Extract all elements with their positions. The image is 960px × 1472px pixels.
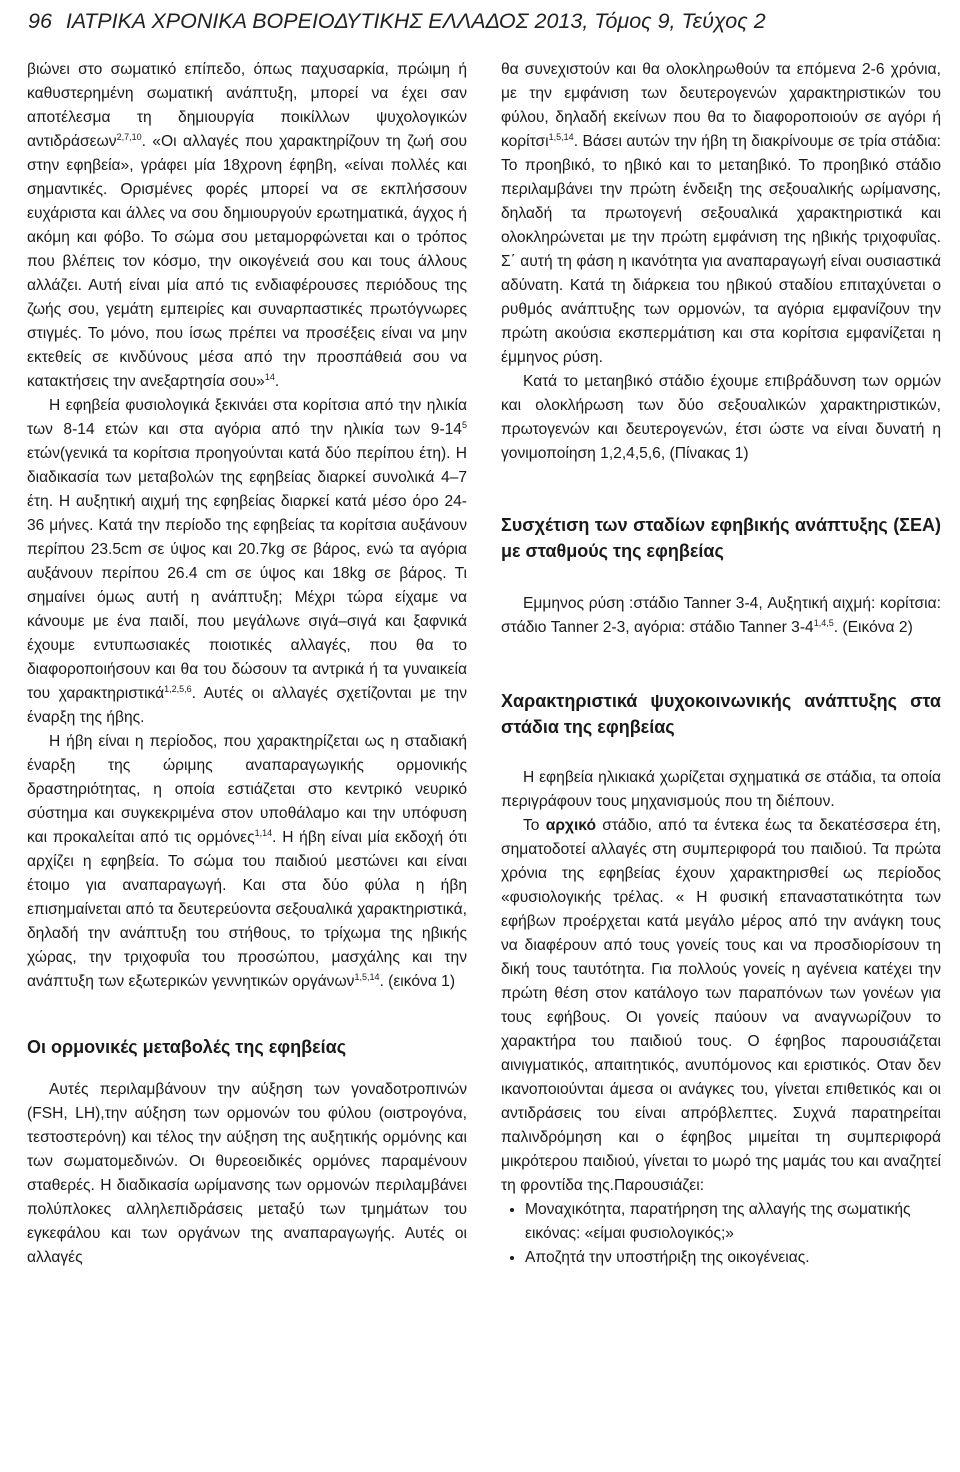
section-heading: Οι ορμονικές μεταβολές της εφηβείας <box>27 1037 347 1057</box>
list-item: • Μοναχικότητα, παρατήρηση της αλλαγής της σωματικής εικόνας: «είμαι φυσιολογικός;» <box>525 1198 941 1246</box>
list-item: • Αποζητά την υποστήριξη της οικογένειας. <box>525 1246 941 1270</box>
left-column <box>27 58 467 1270</box>
page-number: 96 <box>28 8 52 33</box>
paragraph: βιώνει στο σωματικό επίπεδο, όπως παχυσαρκία, πρώιμη ή καθυστερημένη σωματική ανάπτυξη, μπορεί να έχει σαν αποτέλεσμα τη δημιουργία ποικίλλων ψυχολογικών αντιδράσεων$^{2,7,10}$. «Οι αλλαγές που χαρακτηρίζουν τη ζωή σου στην εφηβεία», γράφει μία 18χρονη έφηβη, «είναι πολλές και σημαντικές. Ορισμένες φορές μπορεί να σε εκπλήσσουν ευχάριστα και άλλες να σου δημιουργούν ερωτηματικά, άγχος ή ακόμη και φόβο. Το σώμα σου μεταμορφώνεται και ο τρόπος που βλέπεις τον κόσμο, την οικογένειά σου και τους άλλους αλλάζει. Αυτή είναι μία από τις ενδιαφέρουσες περιόδους της ζωής σου, γεμάτη εμπειρίες και συναρπαστικές πρωτόγνωρες στιγμές. Το μόνο, που ίσως πρέπει να προσέξεις είναι να μην εκτεθείς σε κινδύνους μέσα από την προσπάθειά σου να κατακτήσεις την ανεξαρτησία σου»$^{14}$. <box>27 61 467 390</box>
paragraph: Η ήβη είναι η περίοδος, που χαρακτηρίζεται ως η σταδιακή έναρξη της ώριμης αναπαραγωγικής ορμονικής δραστηριότητας, η οποία εστιάζεται στο κεντρικό νευρικό σύστημα και συγκεκριμένα στον υποθάλαμο και την υπόφυση και προκαλείται από τις ορμόνες$^{1,14}$. Η ήβη είναι μία εκδοχή ότι αρχίζει η εφηβεία. Το σώμα του παιδιού μεστώνει και είναι έτοιμο για αναπαραγωγή. Και στα δύο φύλα η ήβη επισημαίνεται από τα δευτερεύοντα σεξουαλικά χαρακτηριστικά, δηλαδή την ανάπτυξη του στήθους, το τρίχωμα της ηβικής χώρας, την τριχοφυΐα του προσώπου, μασχάλης και την ανάπτυξη των εξωτερικών γεννητικών οργάνων$^{1,5,14}$. (εικόνα 1) <box>27 733 467 990</box>
section-heading: Συσχέτιση των σταδίων εφηβικής ανάπτυξης (ΣΕΑ) με σταθμούς της εφηβείας <box>501 515 941 561</box>
section-heading: Χαρακτηριστικά ψυχοκοινωνικής ανάπτυξης στα στάδια της εφηβείας <box>501 691 941 737</box>
paragraph: Κατά το μεταηβικό στάδιο έχουμε επιβράδυνση των ορμών και ολοκλήρωση των δύο σεξουαλικών χαρακτηριστικών, πρωτογενών και δευτερογενών, έτσι ώστε να είναι δυνατή η γονιμοποίηση 1,2,4,5,6, (Πίνακας 1) <box>501 373 941 462</box>
running-header <box>28 4 948 38</box>
paragraph: Εμμηνος ρύση :στάδιο Tanner 3-4, Αυξητική αιχμή: κορίτσια: στάδιο Tanner 2-3, αγόρια: στάδιο Tanner 3-4$^{1,4,5}$. (Εικόνα 2) <box>501 595 941 636</box>
paragraph: Η εφηβεία φυσιολογικά ξεκινάει στα κορίτσια από την ηλικία των 8-14 ετών και στα αγόρια από την ηλικία των $9-14^5$ ετών(γενικά τα κορίτσια προηγούνται κατά δύο περίπου έτη). Η διαδικασία των μεταβολών της εφηβείας διαρκεί συνολικά 4–7 έτη. Η αυξητική αιχμή της εφηβείας διαρκεί κατά μέσο όρο 24-36 μήνες. Κατά την περίοδο της εφηβείας τα κορίτσια αυξάνουν περίπου 23.5cm σε ύψος και 20.7kg σε βάρος, ενώ τα αγόρια αυξάνουν περίπου 26.4 cm σε ύψος και 18kg σε βάρος. Τι σημαίνει όμως αυτή η ανάπτυξη; Μέχρι τώρα είχαμε να κάνουμε με ένα παιδί, που μεγάλωνε σιγά–σιγά και ξαφνικά έχουμε εντυπωσιακές ποιοτικές αλλαγές, που θα το διαφοροποιήσουν και θα του δώσουν τα αντρικά ή τα γυναικεία του χαρακτηριστικά$^{1,2,5,6}$. Αυτές οι αλλαγές σχετίζονται με την έναρξη της ήβης. <box>27 397 467 726</box>
journal-title: ΙΑΤΡΙΚΑ ΧΡΟΝΙΚΑ ΒΟΡΕΙΟΔΥΤΙΚΗΣ ΕΛΛΑΔΟΣ 2013, Τόμος 9, Τεύχος 2 <box>65 8 766 33</box>
bullet-list <box>501 1198 941 1270</box>
paragraph: Αυτές περιλαμβάνουν την αύξηση των γοναδοτροπινών (FSH, LH),την αύξηση των ορμονών του φύλου (οιστρογόνα, τεστοστερόνη) και τέλος την αύξηση της αυξητικής ορμόνης και των σωματομεδινών. Οι θυρεοειδικές ορμόνες παραμένουν σταθερές. Η διαδικασία ωρίμανσης των ορμονών περιλαμβάνει πολύπλοκες αλληλεπιδράσεις μεταξύ των τμημάτων του εγκεφάλου και των οργάνων της αναπαραγωγής. Αυτές οι αλλαγές <box>27 1081 467 1266</box>
right-column <box>501 58 941 1270</box>
paragraph: Η εφηβεία ηλικιακά χωρίζεται σχηματικά σε στάδια, τα οποία περιγράφουν τους μηχανισμούς που τη διέπουν. <box>501 769 941 810</box>
paragraph: Το αρχικό στάδιο, από τα έντεκα έως τα δεκατέσσερα έτη, σηματοδοτεί αλλαγές στη συμπεριφορά του παιδιού. Τα πρώτα χρόνια της εφηβείας έχουν χαρακτηρισθεί ως περίοδος «φυσιολογικής τρέλας. « Η φυσική επαναστατικότητα των εφήβων προέρχεται κατά μεγάλο μέρος από την ανάγκη τους να διαφέρουν από τους γονείς τους και να προσδιορίσουν τη δική τους ταυτότητα. Για πολλούς γονείς η αγένεια κατέχει την πρώτη θέση στον κατάλογο των παραπόνων των γονέων για τους εφήβους. Οι γονείς παύουν να αναγνωρίζουν το χαρακτήρα του παιδιού τους. Ο έφηβος παρουσιάζεται αινιγματικός, απαιτητικός, ανυπόμονος και εριστικός. Οταν δεν ικανοποιούνται άμεσα οι ανάγκες του, γίνεται επιθετικός και οι αντιδράσεις του είναι απρόβλεπτες. Συχνά παρατηρείται παλινδρόμηση και ο έφηβος μιμείται τη συμπεριφορά μικρότερου παιδιού, γίνεται το μωρό της μαμάς του και αναζητεί τη φροντίδα της.Παρουσιάζει: <box>501 817 941 1194</box>
paragraph: θα συνεχιστούν και θα ολοκληρωθούν τα επόμενα 2-6 χρόνια, με την εμφάνιση των δευτερογενών χαρακτηριστικών του φύλου, δηλαδή εκείνων που θα το διαφοροποιούν σε αγόρι ή κορίτσι$^{1,5,14}$. Βάσει αυτών την ήβη τη διακρίνουμε σε τρία στάδια: Το προηβικό, το ηβικό και το μεταηβικό. Το προηβικό στάδιο περιλαμβάνει την πρώτη ένδειξη της σεξουαλικής ωρίμανσης, δηλαδή τα πρωτογενή σεξουαλικά χαρακτηριστικά και ολοκληρώνεται με την πρώτη εμφάνιση της ηβικής τριχοφυΐας. Σ΄ αυτή τη φάση η ικανότητα για αναπαραγωγή είναι ουσιαστικά αδύνατη. Κατά τη διάρκεια του ηβικού σταδίου επιταχύνεται ο ρυθμός ανάπτυξης των ορμονών, τα αγόρια εμφανίζουν την πρώτη ακούσια εκσπερμάτιση και στα κορίτσια εμφανίζεται η έμμηνος ρύση. <box>501 61 941 366</box>
